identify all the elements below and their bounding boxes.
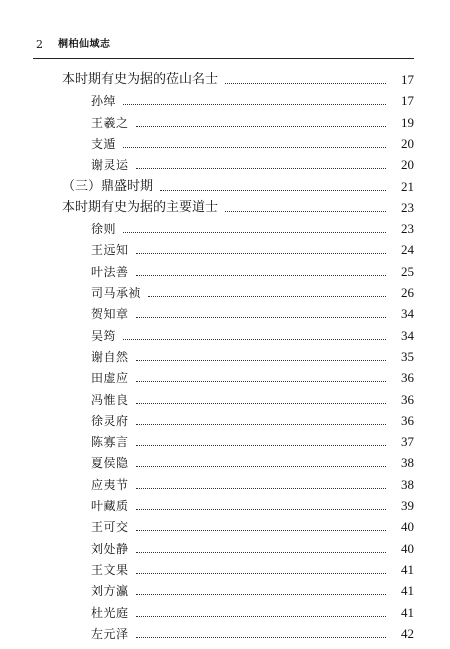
toc-entry (0, 624, 450, 644)
toc-entry-page: 24 (401, 242, 414, 258)
toc-entry-page: 34 (401, 306, 414, 322)
toc-entry (0, 539, 450, 559)
toc-entry-title: 王文果 (91, 560, 132, 580)
toc-entry (0, 134, 450, 154)
toc-entry (0, 240, 450, 260)
toc-entry-title: 陈寡言 (91, 432, 132, 452)
toc-entry (0, 603, 450, 623)
toc-entry-title: 杜光庭 (91, 603, 132, 623)
toc-dot-leader (136, 360, 386, 361)
toc-entry-title: 王可交 (91, 517, 132, 537)
toc-entry-title: 孙绰 (91, 91, 119, 111)
toc-entry (0, 70, 450, 90)
toc-dot-leader (136, 573, 386, 574)
toc-dot-leader (136, 424, 386, 425)
toc-dot-leader (225, 83, 386, 84)
toc-dot-leader (136, 552, 386, 553)
toc-entry-title: 本时期有史为据的莅山名士 (62, 70, 221, 90)
toc-entry-title: 冯惟良 (91, 390, 132, 410)
toc-entry-title: 谢灵运 (91, 155, 132, 175)
header-page-number: 2 (36, 38, 43, 51)
toc-entry (0, 411, 450, 431)
toc-entry (0, 560, 450, 580)
toc-entry-title: 田虚应 (91, 368, 132, 388)
toc-dot-leader (123, 104, 386, 105)
toc-entry (0, 155, 450, 175)
toc-dot-leader (136, 466, 386, 467)
toc-entry (0, 113, 450, 133)
toc-entry (0, 390, 450, 410)
toc-entry-title: 谢自然 (91, 347, 132, 367)
toc-entry-page: 19 (401, 114, 414, 130)
toc-entry (0, 517, 450, 537)
toc-entry-title: 司马承祯 (91, 283, 144, 303)
toc-entry-title: 本时期有史为据的主要道士 (62, 198, 221, 218)
toc-entry-title: 贺知章 (91, 304, 132, 324)
toc-entry-page: 23 (401, 199, 414, 215)
toc-dot-leader (136, 594, 386, 595)
toc-entry (0, 304, 450, 324)
toc-entry-page: 42 (401, 625, 414, 641)
toc-dot-leader (123, 339, 386, 340)
toc-entry-page: 21 (401, 178, 414, 194)
toc-dot-leader (136, 275, 386, 276)
toc-dot-leader (136, 445, 386, 446)
toc-entry-title: 叶法善 (91, 262, 132, 282)
toc-dot-leader (136, 637, 386, 638)
toc-dot-leader (136, 616, 386, 617)
toc-entry-page: 36 (401, 370, 414, 386)
toc-entry-title: 王羲之 (91, 113, 132, 133)
toc-entry (0, 177, 450, 197)
toc-dot-leader (136, 381, 386, 382)
toc-entry-page: 40 (401, 519, 414, 535)
toc-entry (0, 496, 450, 516)
toc-entry-title: （三）鼎盛时期 (62, 177, 156, 197)
toc-entry (0, 581, 450, 601)
toc-dot-leader (225, 211, 386, 212)
toc-entry (0, 262, 450, 282)
toc-dot-leader (136, 253, 386, 254)
toc-dot-leader (148, 296, 386, 297)
toc-entry (0, 219, 450, 239)
header-rule (33, 58, 414, 59)
toc-entry (0, 283, 450, 303)
toc-entry-page: 20 (401, 157, 414, 173)
toc-dot-leader (136, 317, 386, 318)
toc-entry-title: 夏侯隐 (91, 453, 132, 473)
toc-entry-page: 36 (401, 391, 414, 407)
header-book-title: 桐柏仙域志 (58, 39, 111, 50)
toc-dot-leader (136, 126, 386, 127)
toc-entry (0, 91, 450, 111)
toc-entry-page: 41 (401, 583, 414, 599)
toc-entry (0, 432, 450, 452)
toc-entry-page: 20 (401, 135, 414, 151)
toc-entry-title: 王远知 (91, 240, 132, 260)
running-header (36, 38, 414, 56)
toc-dot-leader (123, 232, 386, 233)
toc-entry-page: 26 (401, 285, 414, 300)
toc-entry-page: 25 (401, 263, 414, 279)
toc-dot-leader (136, 509, 386, 510)
toc-entry-title: 徐则 (91, 219, 119, 239)
toc-dot-leader (136, 403, 386, 404)
toc-entry-page: 41 (401, 604, 414, 620)
toc-entry-title: 刘处静 (91, 539, 132, 559)
toc-entry-title: 应夷节 (91, 475, 132, 495)
toc-entry-title: 左元泽 (91, 624, 132, 644)
toc-entry (0, 453, 450, 473)
toc-entry-page: 40 (401, 540, 414, 556)
toc-dot-leader (160, 190, 386, 191)
toc-entry-page: 34 (401, 327, 414, 343)
toc-entry (0, 326, 450, 346)
toc-dot-leader (136, 488, 386, 489)
toc-entry (0, 368, 450, 388)
toc-entry (0, 198, 450, 218)
toc-entry-title: 吴筠 (91, 326, 119, 346)
toc-entry-page: 23 (401, 221, 414, 237)
toc-entry-title: 徐灵府 (91, 411, 132, 431)
toc-dot-leader (136, 530, 386, 531)
toc-entry-page: 38 (401, 455, 414, 471)
toc-entry-title: 刘方瀛 (91, 581, 132, 601)
toc-dot-leader (123, 147, 386, 148)
toc-entry-title: 叶藏质 (91, 496, 132, 516)
toc-entry-page: 37 (401, 434, 414, 450)
toc-entry-page: 39 (401, 498, 414, 513)
toc-entry-title: 支遁 (91, 134, 119, 154)
toc-entry (0, 475, 450, 495)
toc-entry-page: 35 (401, 348, 414, 364)
toc-entry-page: 17 (401, 72, 414, 87)
toc-dot-leader (136, 168, 386, 169)
toc-entry-page: 36 (401, 412, 414, 428)
toc-entry-page: 38 (401, 476, 414, 492)
toc-entry-page: 17 (401, 93, 414, 109)
toc-entry-page: 41 (401, 561, 414, 577)
toc-entry (0, 347, 450, 367)
